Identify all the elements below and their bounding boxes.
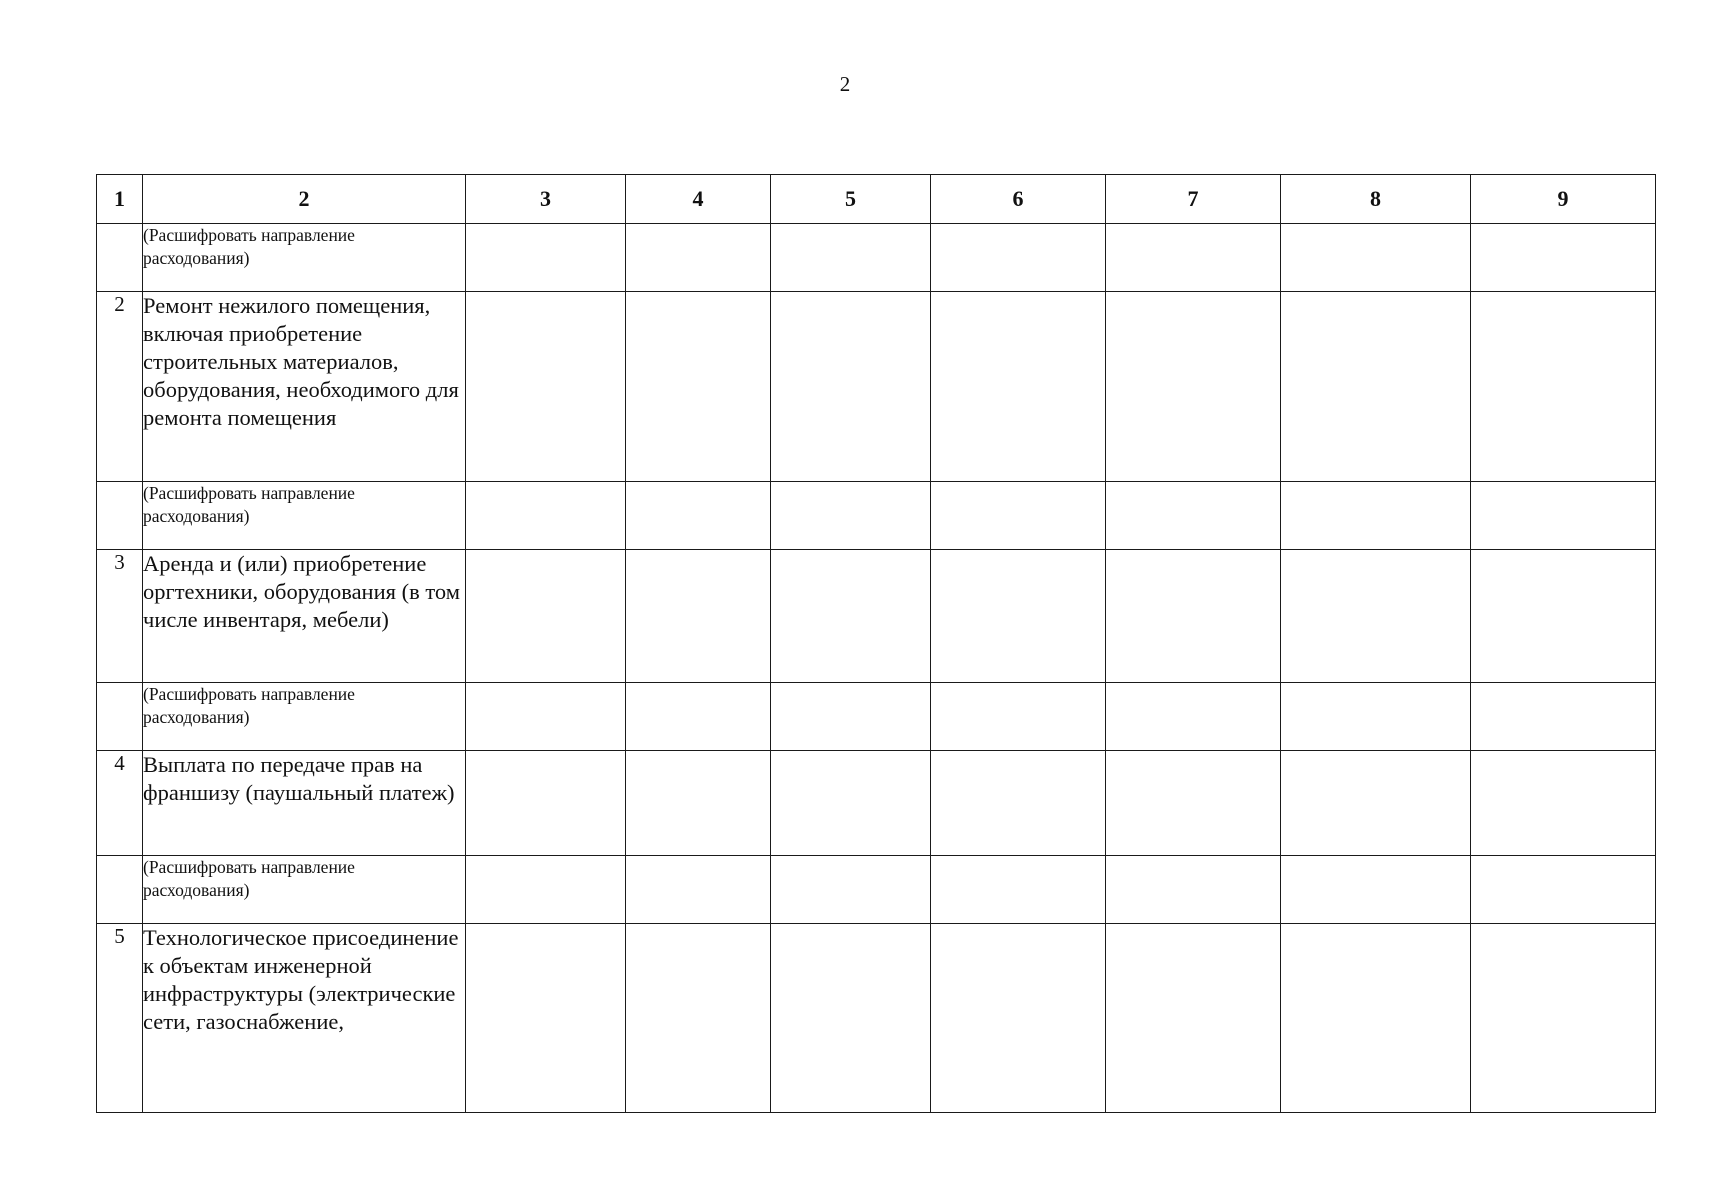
table-row [97,751,1656,856]
header-row [97,175,1656,224]
row-description: (Расшифровать направление расходования) [143,683,466,751]
empty-cell [1471,482,1656,550]
empty-cell [931,751,1106,856]
empty-cell [1471,683,1656,751]
empty-cell [626,292,771,482]
empty-cell [771,550,931,683]
header-col-1: 1 [97,175,143,224]
header-col-4: 4 [626,175,771,224]
row-description: Аренда и (или) приобретение оргтехники, оборудования (в том числе инвентаря, мебели) [143,550,466,683]
empty-cell [1106,924,1281,1113]
row-number: 5 [97,924,143,1113]
empty-cell [1471,550,1656,683]
empty-cell [1281,224,1471,292]
empty-cell [1281,683,1471,751]
empty-cell [1281,292,1471,482]
empty-cell [1471,224,1656,292]
empty-cell [466,683,626,751]
empty-cell [1281,482,1471,550]
empty-cell [1106,482,1281,550]
row-description: Технологическое присоединение к объектам инженерной инфраструктуры (электрические сети, газоснабжение, [143,924,466,1113]
empty-cell [1106,751,1281,856]
header-col-9: 9 [1471,175,1656,224]
empty-cell [1106,292,1281,482]
empty-cell [466,924,626,1113]
empty-cell [1471,292,1656,482]
empty-cell [771,924,931,1113]
row-number: 4 [97,751,143,856]
empty-cell [466,856,626,924]
row-number [97,224,143,292]
empty-cell [466,224,626,292]
empty-cell [1106,856,1281,924]
row-description: (Расшифровать направление расходования) [143,482,466,550]
empty-cell [466,751,626,856]
header-col-7: 7 [1106,175,1281,224]
empty-cell [1281,751,1471,856]
empty-cell [1106,683,1281,751]
table-row [97,292,1656,482]
table-row [97,550,1656,683]
empty-cell [771,683,931,751]
empty-cell [1471,751,1656,856]
table-row [97,482,1656,550]
table-row [97,924,1656,1113]
empty-cell [626,856,771,924]
empty-cell [626,482,771,550]
empty-cell [466,482,626,550]
empty-cell [1106,550,1281,683]
row-description: Выплата по передаче прав на франшизу (паушальный платеж) [143,751,466,856]
empty-cell [771,224,931,292]
row-number [97,482,143,550]
empty-cell [931,924,1106,1113]
row-description: (Расшифровать направление расходования) [143,856,466,924]
empty-cell [1281,856,1471,924]
expense-table [96,174,1656,1113]
header-col-6: 6 [931,175,1106,224]
empty-cell [626,683,771,751]
empty-cell [626,550,771,683]
row-number [97,856,143,924]
empty-cell [771,856,931,924]
empty-cell [1471,924,1656,1113]
row-description: Ремонт нежилого помещения, включая приобретение строительных материалов, оборудования, необходимого для ремонта помещения [143,292,466,482]
empty-cell [931,683,1106,751]
header-col-8: 8 [1281,175,1471,224]
header-col-2: 2 [143,175,466,224]
empty-cell [466,550,626,683]
empty-cell [771,292,931,482]
empty-cell [1281,550,1471,683]
row-number: 3 [97,550,143,683]
page-number: 2 [839,72,851,96]
empty-cell [931,292,1106,482]
header-col-3: 3 [466,175,626,224]
empty-cell [626,924,771,1113]
empty-cell [931,550,1106,683]
row-number [97,683,143,751]
table-row [97,856,1656,924]
empty-cell [771,482,931,550]
empty-cell [626,751,771,856]
row-description: (Расшифровать направление расходования) [143,224,466,292]
empty-cell [626,224,771,292]
empty-cell [931,224,1106,292]
empty-cell [1281,924,1471,1113]
empty-cell [1106,224,1281,292]
table-row [97,683,1656,751]
table-row [97,224,1656,292]
empty-cell [931,856,1106,924]
row-number: 2 [97,292,143,482]
empty-cell [466,292,626,482]
empty-cell [1471,856,1656,924]
header-col-5: 5 [771,175,931,224]
empty-cell [931,482,1106,550]
empty-cell [771,751,931,856]
